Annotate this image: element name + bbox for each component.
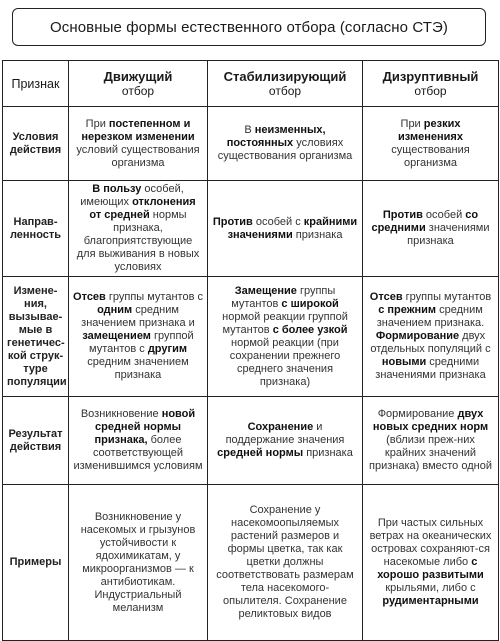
- header-stabilizing: [208, 61, 363, 107]
- cell-text: средним значением признака и: [81, 304, 195, 329]
- cell-stabilizing: [208, 181, 363, 277]
- cell-stabilizing: [208, 397, 363, 485]
- cell-stabilizing: [208, 107, 363, 181]
- cell-text-bold: Формирование: [375, 330, 460, 342]
- header-driving: [69, 61, 208, 107]
- cell-text: При: [85, 117, 109, 130]
- cell-text-bold: с широкой: [281, 297, 339, 310]
- cell-text: При: [400, 117, 424, 130]
- cell-text: В: [244, 124, 255, 136]
- cell-text-bold: с прежним: [378, 304, 437, 316]
- cell-text: Формирование: [377, 408, 458, 420]
- cell-text-bold: резких изменениях: [398, 117, 463, 143]
- page-title: Основные формы естественного отбора (согласно СТЭ): [12, 8, 486, 46]
- cell-text: нормой реакции группой мутантов: [222, 310, 348, 336]
- cell-text-bold: неизменных, постоянных: [226, 124, 326, 149]
- cell-text: двух отдельных популяций с: [370, 330, 491, 355]
- cell-text: значениями признака: [407, 222, 490, 247]
- cell-text: Возникновение у насекомых и грызунов устойчивости к ядохимикатам, у микроорганизмов — к антибиотикам. Индустриальный меланизм: [80, 510, 196, 614]
- cell-text-bold: Против: [212, 215, 253, 228]
- table-row: [3, 277, 499, 397]
- header-disruptive-sub: отбор: [414, 83, 447, 98]
- cell-text: особей: [422, 209, 466, 221]
- header-driving-title: Движущий: [103, 68, 173, 84]
- table-row: [3, 107, 499, 181]
- cell-driving: [69, 485, 208, 641]
- cell-text-bold: новой средней нормы признака,: [94, 408, 196, 446]
- cell-text-bold: Замещение: [234, 284, 297, 297]
- cell-disruptive: [363, 485, 499, 641]
- cell-text: Возникновение: [80, 408, 162, 420]
- cell-text-bold: двух новых средних норм: [372, 408, 489, 433]
- cell-text: существования организма: [391, 143, 470, 169]
- cell-text: Сохранение у насекомоопыляемых растений размеров и формы цветка, так как цветки должны соответствовать размерам тела насекомого-опылителя. Сохранение реликтовых видов: [216, 504, 354, 620]
- selection-forms-table: [2, 60, 499, 641]
- table-row: [3, 397, 499, 485]
- cell-text: группы мутантов: [231, 284, 336, 310]
- cell-driving: [69, 181, 208, 277]
- cell-text: (вблизи преж-них крайних значений признака) вместо одной: [369, 434, 492, 472]
- row-label-conditions: Условия действия: [3, 107, 69, 181]
- cell-text-bold: новыми: [381, 356, 427, 368]
- cell-text-bold: Отсев: [73, 291, 106, 303]
- cell-text: и поддержание значения: [225, 421, 345, 446]
- cell-text: группы мутантов с: [105, 291, 203, 303]
- header-stabilizing-sub: отбор: [268, 83, 302, 98]
- cell-text: признака: [303, 447, 353, 459]
- cell-text-bold: постепенном и нерезком изменении: [81, 117, 195, 143]
- cell-text: нормы признака, благоприятствующие для выживания в новых условиях: [76, 209, 200, 273]
- cell-text-bold: В пользу: [92, 183, 142, 195]
- cell-text: средним значением признака: [87, 356, 189, 381]
- cell-text: крыльями, либо с: [385, 582, 476, 594]
- cell-text: особей с: [252, 215, 304, 228]
- cell-text-bold: крайними значениями: [227, 215, 358, 241]
- table-row: [3, 181, 499, 277]
- cell-text-bold: рудиментарными: [382, 595, 479, 607]
- cell-text: группы мутантов: [402, 291, 492, 303]
- header-driving-sub: отбор: [121, 83, 155, 98]
- cell-text: группой мутантов с: [89, 330, 194, 355]
- cell-text: При частых сильных ветрах на океанических островах сохраняют-ся насекомые либо: [369, 517, 492, 568]
- cell-text: нормой реакции (при сохранении прежнего среднего значения признака): [229, 336, 341, 388]
- row-label-genetic-changes: Измене-ния, вызывае-мые в генетичес-кой струк-туре популяции: [3, 277, 69, 397]
- cell-text: средним значением признака.: [376, 304, 485, 329]
- cell-stabilizing: [208, 485, 363, 641]
- row-label-examples: Примеры: [3, 485, 69, 641]
- cell-text: условий существования организма: [76, 143, 200, 169]
- table-row: [3, 485, 499, 641]
- cell-driving: [69, 397, 208, 485]
- cell-disruptive: [363, 107, 499, 181]
- cell-driving: [69, 277, 208, 397]
- cell-disruptive: [363, 397, 499, 485]
- row-label-result: Результат действия: [3, 397, 69, 485]
- row-label-direction: Направ-ленность: [3, 181, 69, 277]
- cell-text: особей, имеющих: [80, 183, 184, 208]
- cell-text-bold: другим: [147, 343, 187, 355]
- cell-text: более соответствующей изменившимся условиям: [73, 434, 203, 472]
- cell-text: признака: [292, 228, 343, 241]
- cell-text-bold: Против: [382, 209, 423, 221]
- header-row: [3, 61, 499, 107]
- cell-disruptive: [363, 277, 499, 397]
- cell-text-bold: со средними: [371, 209, 479, 234]
- cell-text-bold: Отсев: [369, 291, 403, 303]
- cell-driving: [69, 107, 208, 181]
- cell-text: средними значениями признака: [375, 356, 486, 381]
- cell-text-bold: отклонения от средней: [89, 196, 196, 221]
- cell-text-bold: средней нормы: [217, 447, 304, 459]
- cell-text-bold: замещением: [82, 330, 151, 342]
- cell-text-bold: с хорошо развитыми: [377, 556, 484, 581]
- header-stabilizing-title: Стабилизирующий: [223, 68, 347, 84]
- cell-text-bold: с более узкой: [272, 323, 348, 336]
- header-disruptive: [363, 61, 499, 107]
- cell-stabilizing: [208, 277, 363, 397]
- cell-text: условиях существования организма: [217, 137, 353, 162]
- header-disruptive-title: Дизруптивный: [382, 68, 479, 84]
- cell-text-bold: одним: [97, 304, 133, 316]
- cell-text-bold: Сохранение: [247, 421, 314, 433]
- cell-disruptive: [363, 181, 499, 277]
- header-feature: Признак: [3, 61, 69, 107]
